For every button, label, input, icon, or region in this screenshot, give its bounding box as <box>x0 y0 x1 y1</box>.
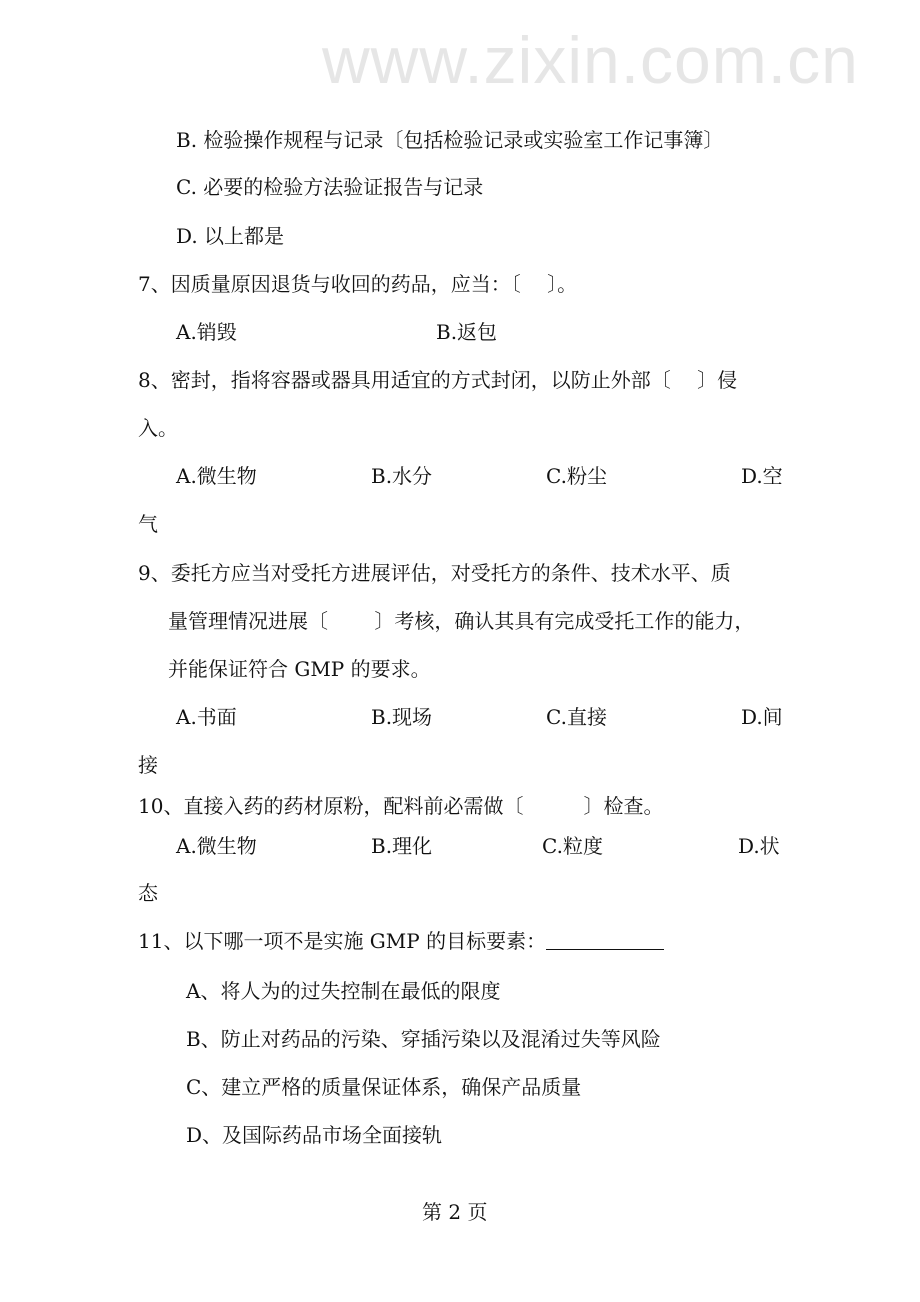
q8-text-line1: 8、密封，指将容器或器具用适宜的方式封闭，以防止外部〔 〕侵 <box>138 368 738 392</box>
q11-text: 11、以下哪一项不是实施 GMP 的目标要素： <box>138 929 547 953</box>
answer-blank <box>546 929 664 950</box>
q10-option-a: A.微生物 <box>176 834 257 858</box>
q6-option-b: B. 检验操作规程与记录〔包括检验记录或实验室工作记事簿〕 <box>176 128 724 152</box>
q11-option-c: C、建立严格的质量保证体系，确保产品质量 <box>186 1075 582 1099</box>
q6-option-c: C. 必要的检验方法验证报告与记录 <box>176 175 484 199</box>
q8-wrap: 气 <box>138 512 158 536</box>
q9-wrap: 接 <box>138 753 158 777</box>
q10-option-d: D.状 <box>738 834 780 858</box>
q10-option-b: B.理化 <box>371 834 433 858</box>
q11-question <box>138 928 664 954</box>
q7-text: 7、因质量原因退货与收回的药品，应当：〔 〕。 <box>138 272 578 296</box>
q8-option-c: C.粉尘 <box>546 464 607 488</box>
q8-option-b: B.水分 <box>371 464 433 488</box>
q7-option-a: A.销毁 <box>176 320 237 344</box>
q11-option-d: D、及国际药品市场全面接轨 <box>186 1123 443 1147</box>
q9-option-b: B.现场 <box>371 705 433 729</box>
q10-option-c: C.粒度 <box>542 834 603 858</box>
q10-text: 10、直接入药的药材原粉，配料前必需做〔 〕检查。 <box>138 794 664 818</box>
q9-option-a: A.书面 <box>176 705 237 729</box>
q10-wrap: 态 <box>138 881 158 905</box>
q7-option-b: B.返包 <box>436 320 498 344</box>
page-number: 第 2 页 <box>422 1200 488 1224</box>
q9-text-line2: 量管理情况进展〔 〕考核，确认其具有完成受托工作的能力， <box>168 609 755 633</box>
q8-option-a: A.微生物 <box>176 464 257 488</box>
q8-option-d: D.空 <box>741 464 783 488</box>
watermark: www.zixin.com.cn <box>322 23 859 97</box>
q11-option-b: B、防止对药品的污染、穿插污染以及混淆过失等风险 <box>186 1027 661 1051</box>
q11-option-a: A、将人为的过失控制在最低的限度 <box>186 979 501 1003</box>
q6-option-d: D. 以上都是 <box>176 224 285 248</box>
q9-option-d: D.间 <box>741 705 783 729</box>
q8-text-line2: 入。 <box>138 416 178 440</box>
q9-text-line3: 并能保证符合 GMP 的要求。 <box>168 657 431 681</box>
q9-option-c: C.直接 <box>546 705 607 729</box>
q9-text-line1: 9、委托方应当对受托方进展评估，对受托方的条件、技术水平、质 <box>138 561 731 585</box>
